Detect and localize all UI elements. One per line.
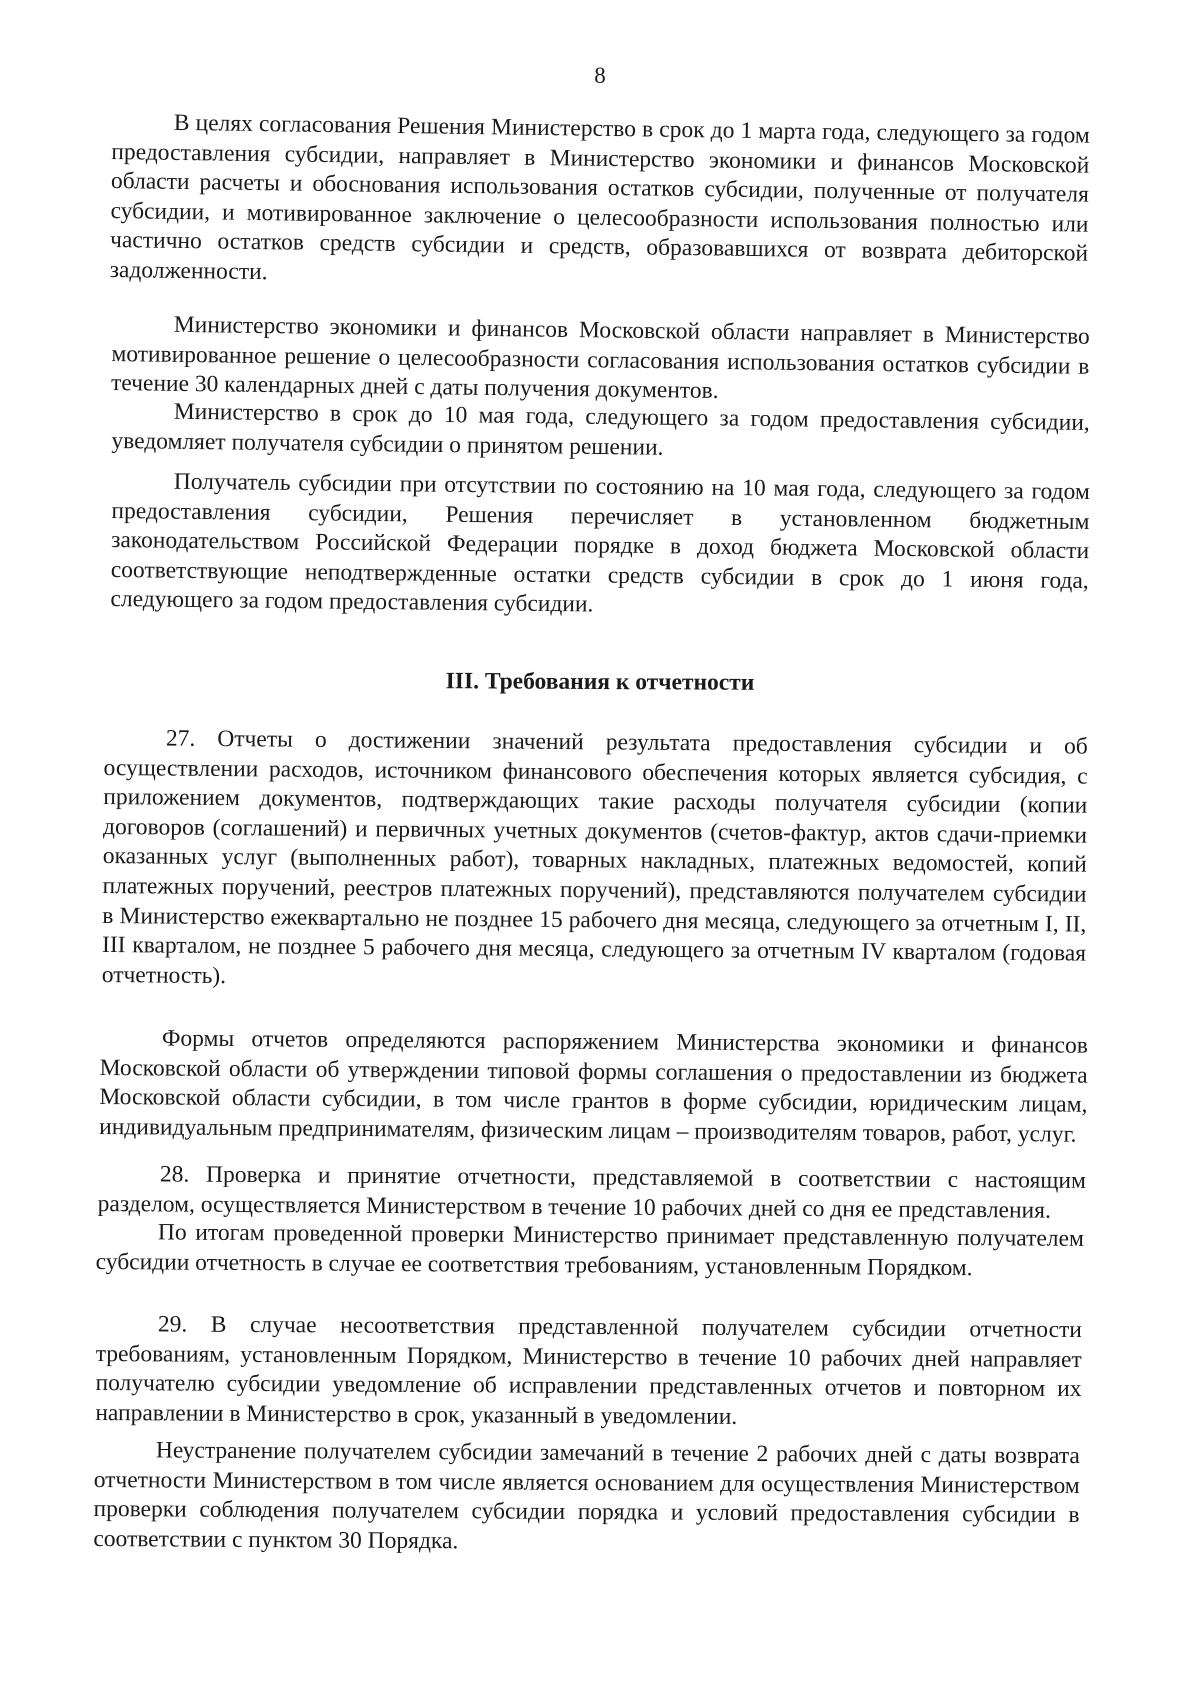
paragraph: По итогам проведенной проверки Министерство принимает представленную получателем субсидии отчетность в случае ее соответствия требованиям, установленным Порядком. xyxy=(95,1219,1084,1281)
paragraph-block xyxy=(111,310,1090,412)
paragraph-item-27: 27. Отчеты о достижении значений результата предоставления субсидии и об осуществлении расходов, источником финансового обеспечения которых является субсидия, с приложением документов, подтверждающих такие расходы получателя субсидии (копии договоров (соглашений) и первичных учетных документов (счетов-фактур, актов сдачи-приемки оказанных услуг (выполненных работ), товарных накладных, платежных ведомостей, копий платежных поручений, реестров платежных поручений), представляются получателем субсидии в Министерство ежеквартально не позднее 15 рабочего дня месяца, следующего за отчетным I, II, III кварталом, не позднее 5 рабочего дня месяца, следующего за отчетным IV кварталом (годовая отчетность). xyxy=(101,725,1088,989)
paragraph-block xyxy=(111,397,1090,468)
paragraph: Формы отчетов определяются распоряжением Министерства экономики и финансов Московской области об утверждении типовой формы соглашения о предоставлении из бюджета Московской области субсидии, в том числе грантов в форме субсидии, юридическим лицам, индивидуальным предпринимателям, физическим лицам – производителям товаров, работ, услуг. xyxy=(99,1025,1088,1148)
paragraph: В целях согласования Решения Министерство в срок до 1 марта года, следующего за годом предоставления субсидии, направляет в Министерство экономики и финансов Московской области расчеты и обоснования использования остатков субсидии, полученные от получателя субсидии, и мотивированное заключение о целесообразности использования полностью или частично остатков средств субсидии и средств, образовавшихся от возврата дебиторской задолженности. xyxy=(109,109,1090,286)
page-number: 8 xyxy=(594,63,606,88)
paragraph: Неустранение получателем субсидии замечаний в течение 2 рабочих дней с даты возврата отчетности Министерством в том числе является основанием для осуществления Министерством проверки соблюдения получателем субсидии порядка и условий предоставления субсидии в соответствии с пунктом 30 Порядка. xyxy=(93,1437,1080,1555)
section-heading: III. Требования к отчетности xyxy=(445,668,755,696)
paragraph-block xyxy=(93,1436,1080,1560)
paragraph-block xyxy=(95,1310,1082,1434)
paragraph-item-29: 29. В случае несоответствия представленной получателем субсидии отчетности требованиям, установленным Порядком, Министерство в течение 10 рабочих дней направляет получателю субсидии уведомление об исправлении представленных отчетов и повторном их направлении в Министерство в срок, указанный в уведомлении. xyxy=(95,1311,1082,1430)
paragraph-block xyxy=(102,724,1088,999)
paragraph-item-28: 28. Проверка и принятие отчетности, представляемой в соответствии с настоящим разделом, осуществляется Министерством в течение 10 рабочих дней со дня ее представления. xyxy=(97,1161,1086,1224)
paragraph-block xyxy=(110,108,1090,299)
paragraph: Министерство в срок до 10 мая года, следующего за годом предоставления субсидии, уведомляет получателя субсидии о принятом решении. xyxy=(111,398,1090,461)
paragraph: Получатель субсидии при отсутствии по состоянию на 10 мая года, следующего за годом предоставления субсидии, Решения перечисляет в установленном бюджетным законодательством Российской Федерации порядке в доход бюджета Московской области соответствующие неподтвержденные остатки средств субсидии в срок до 1 июня года, следующего за годом предоставления субсидии. xyxy=(110,468,1090,618)
paragraph-block xyxy=(98,1160,1086,1226)
paragraph-block xyxy=(110,467,1090,626)
paragraph-block xyxy=(99,1024,1088,1150)
paragraph-block xyxy=(96,1218,1084,1284)
paragraph: Министерство экономики и финансов Московской области направляет в Министерство мотивированное решение о целесообразности согласования использования остатков субсидии в течение 30 календарных дней с даты получения документов. xyxy=(110,311,1090,405)
